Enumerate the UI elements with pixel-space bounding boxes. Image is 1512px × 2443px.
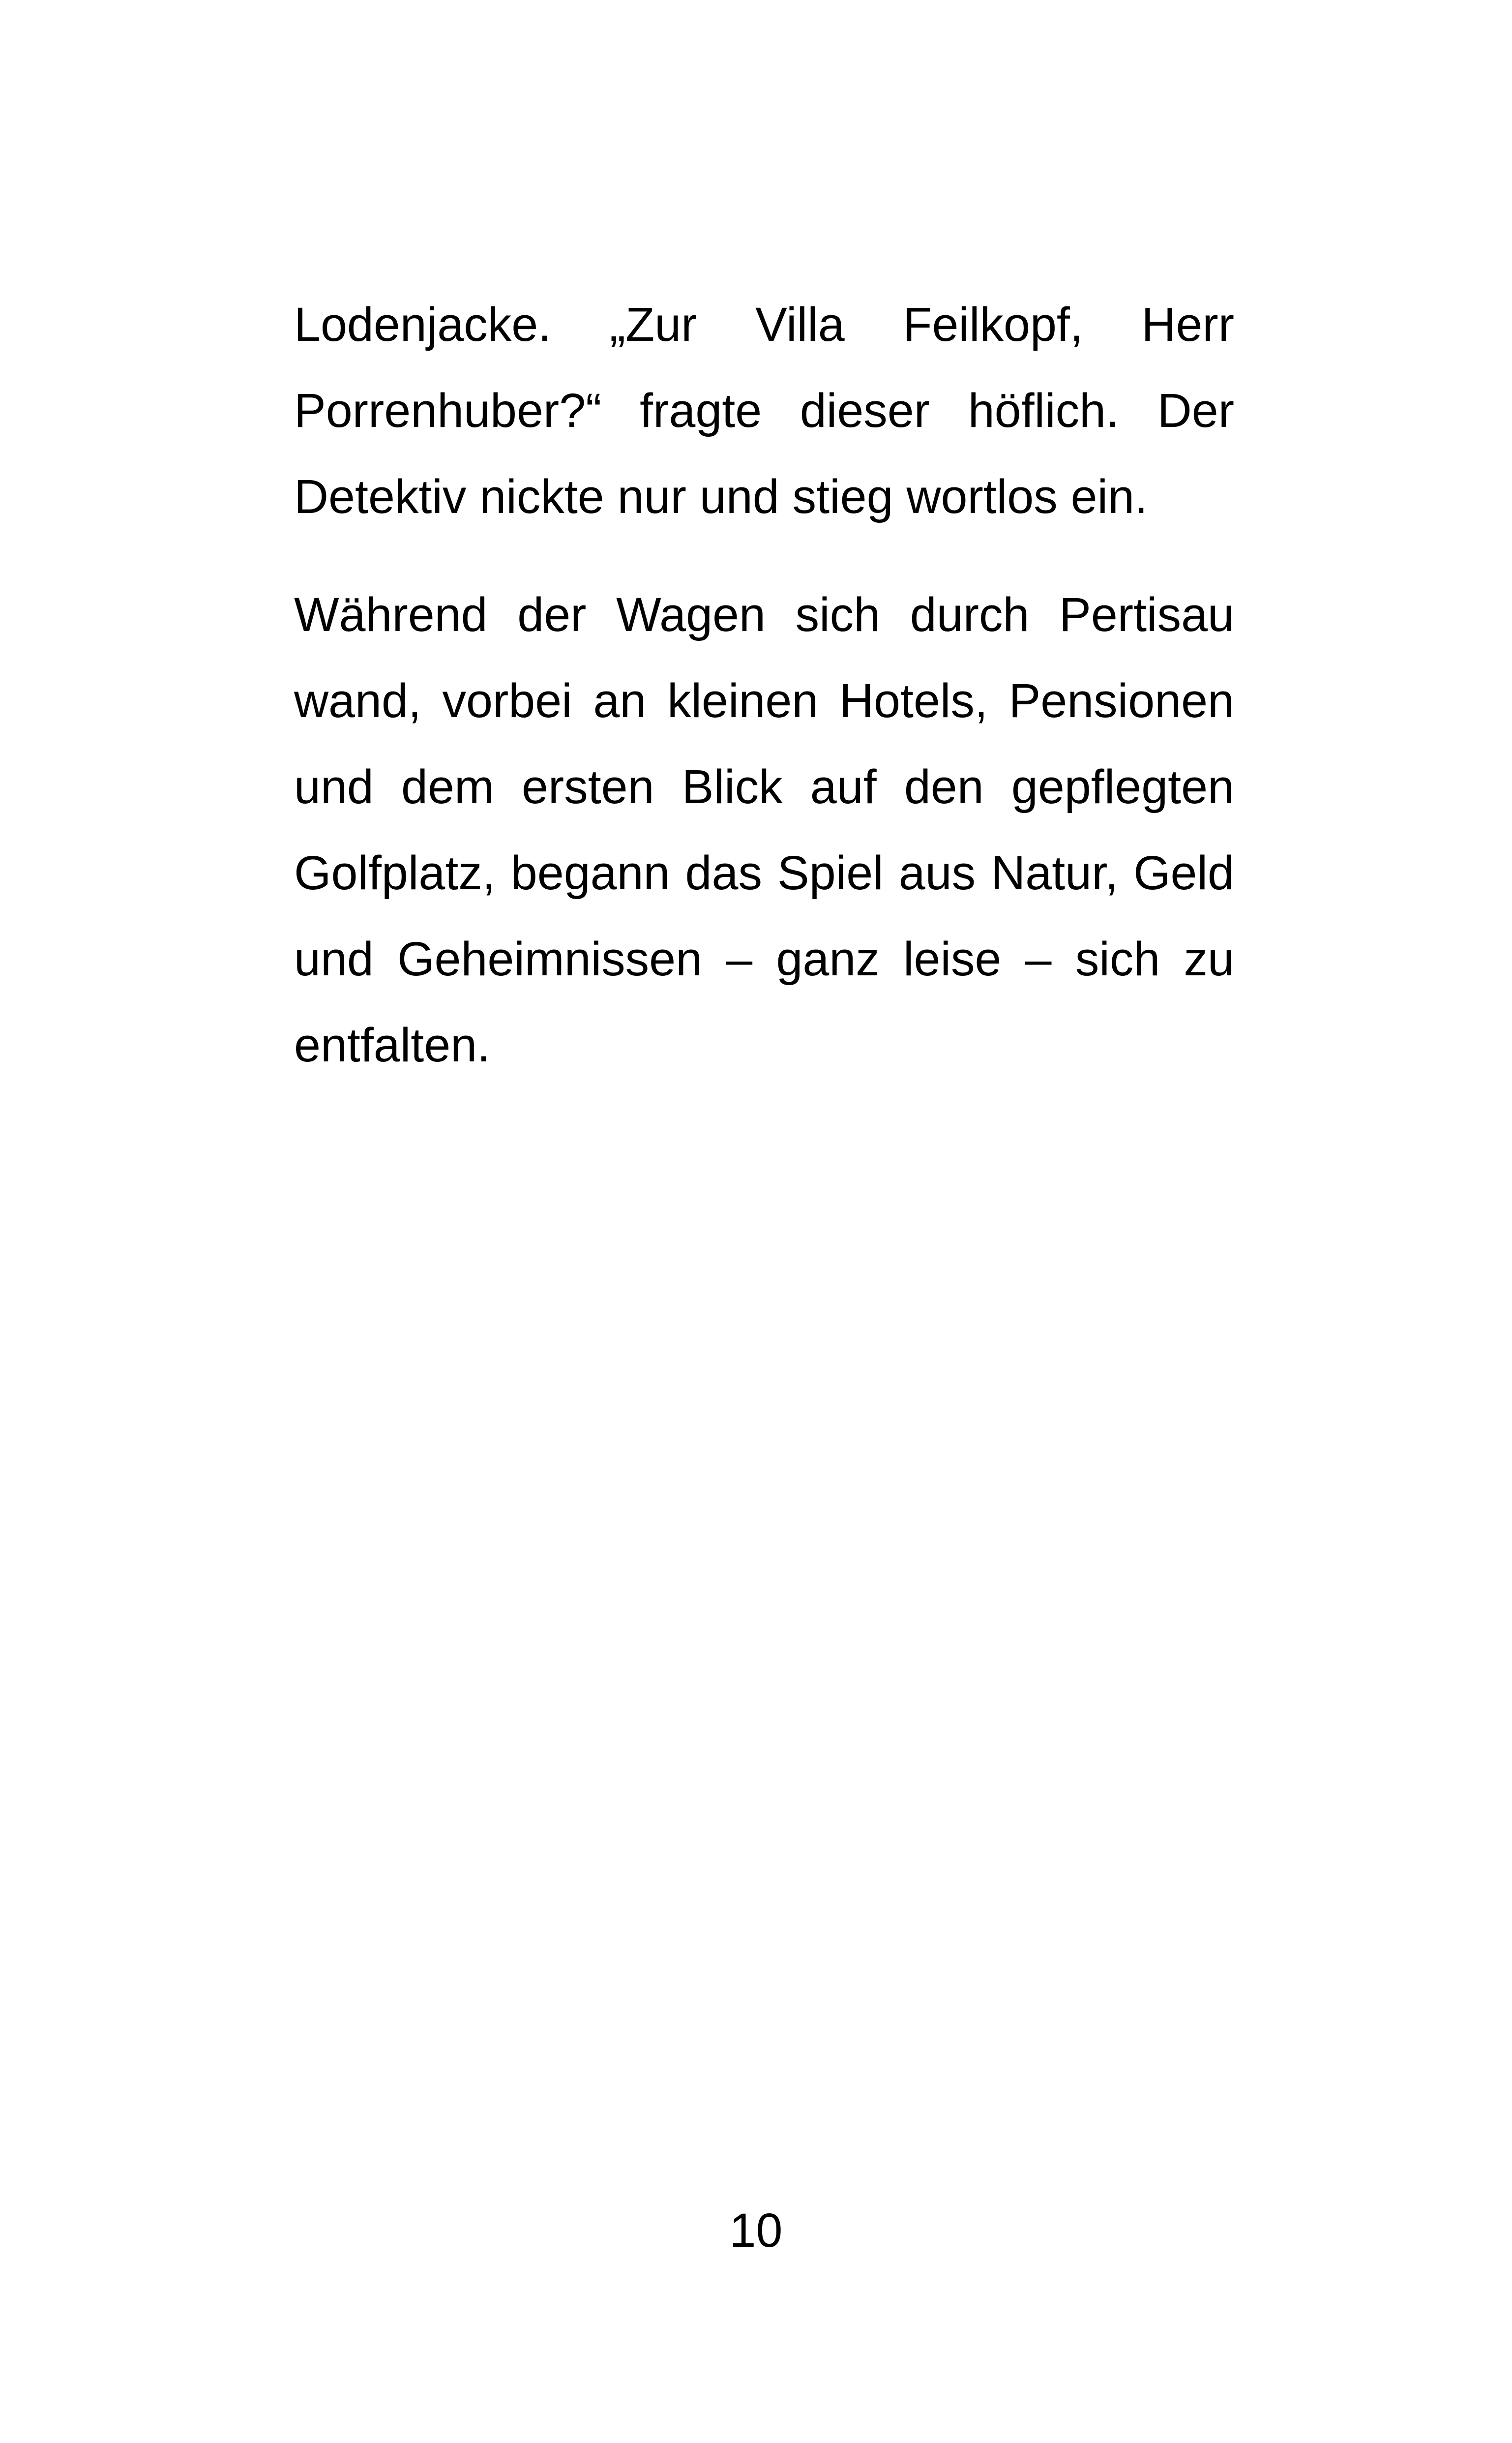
paragraph-2: Während der Wagen sich durch Pertisau wand, vorbei an kleinen Hotels, Pensionen und dem ersten Blick auf den gepflegten Golfplatz, begann das Spiel aus Natur, Geld und Geheimnissen – ganz leise – sich zu entfalten.: [294, 588, 1234, 1072]
page-number: 10: [729, 2203, 783, 2257]
body-text: [294, 281, 1234, 1088]
paragraph-1: Lodenjacke. „Zur Villa Feilkopf, Herr Porrenhuber?“ fragte dieser höflich. Der Detektiv nickte nur und stieg wortlos ein.: [294, 298, 1234, 523]
